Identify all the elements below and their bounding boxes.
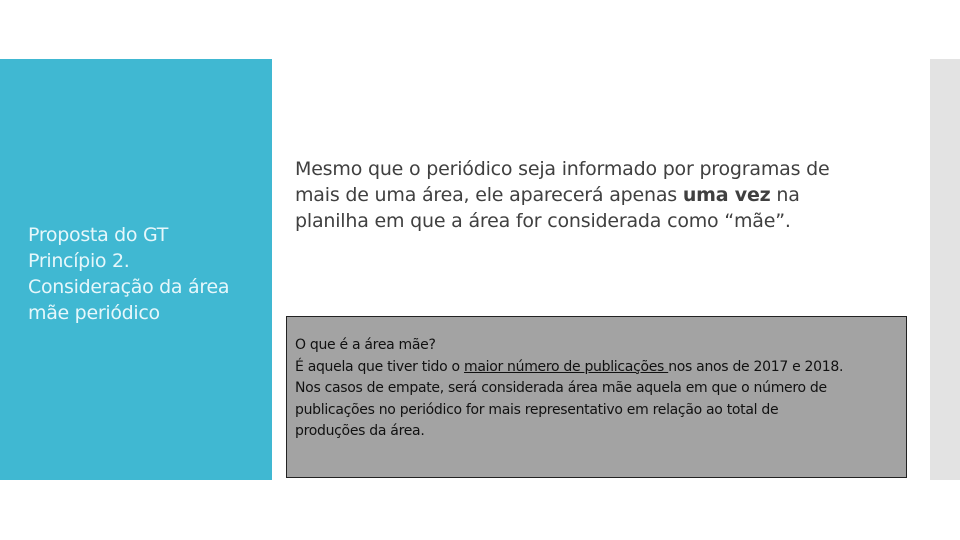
paragraph-segment: mais de uma área, ele aparecerá apenas (295, 184, 683, 206)
paragraph-line: planilha em que a área for considerada como “mãe”. (295, 210, 791, 232)
title-line: mãe periódico (28, 302, 160, 324)
side-strip (930, 59, 960, 480)
paragraph-line (295, 182, 895, 208)
info-box-line (295, 357, 900, 379)
main-paragraph (295, 156, 895, 234)
info-box-line: produções da área. (295, 423, 425, 439)
info-box-heading: O que é a área mãe? (295, 337, 436, 353)
info-segment: É aquela que tiver tido o (295, 358, 464, 375)
info-box (286, 316, 907, 478)
paragraph-line: Mesmo que o periódico seja informado por programas de (295, 158, 830, 180)
emphasis-text: uma vez (682, 184, 771, 206)
slide-title (28, 222, 268, 326)
title-line: Princípio 2. (28, 250, 130, 272)
info-box-text (295, 335, 900, 443)
title-line: Consideração da área (28, 276, 230, 298)
info-segment: nos anos de 2017 e 2018. (668, 358, 844, 375)
paragraph-segment: na (770, 184, 800, 206)
title-line: Proposta do GT (28, 224, 169, 246)
info-box-line: Nos casos de empate, será considerada área mãe aquela em que o número de (295, 380, 827, 396)
info-box-line: publicações no periódico for mais representativo em relação ao total de (295, 401, 779, 418)
underlined-text: maior número de publicações (463, 358, 669, 375)
